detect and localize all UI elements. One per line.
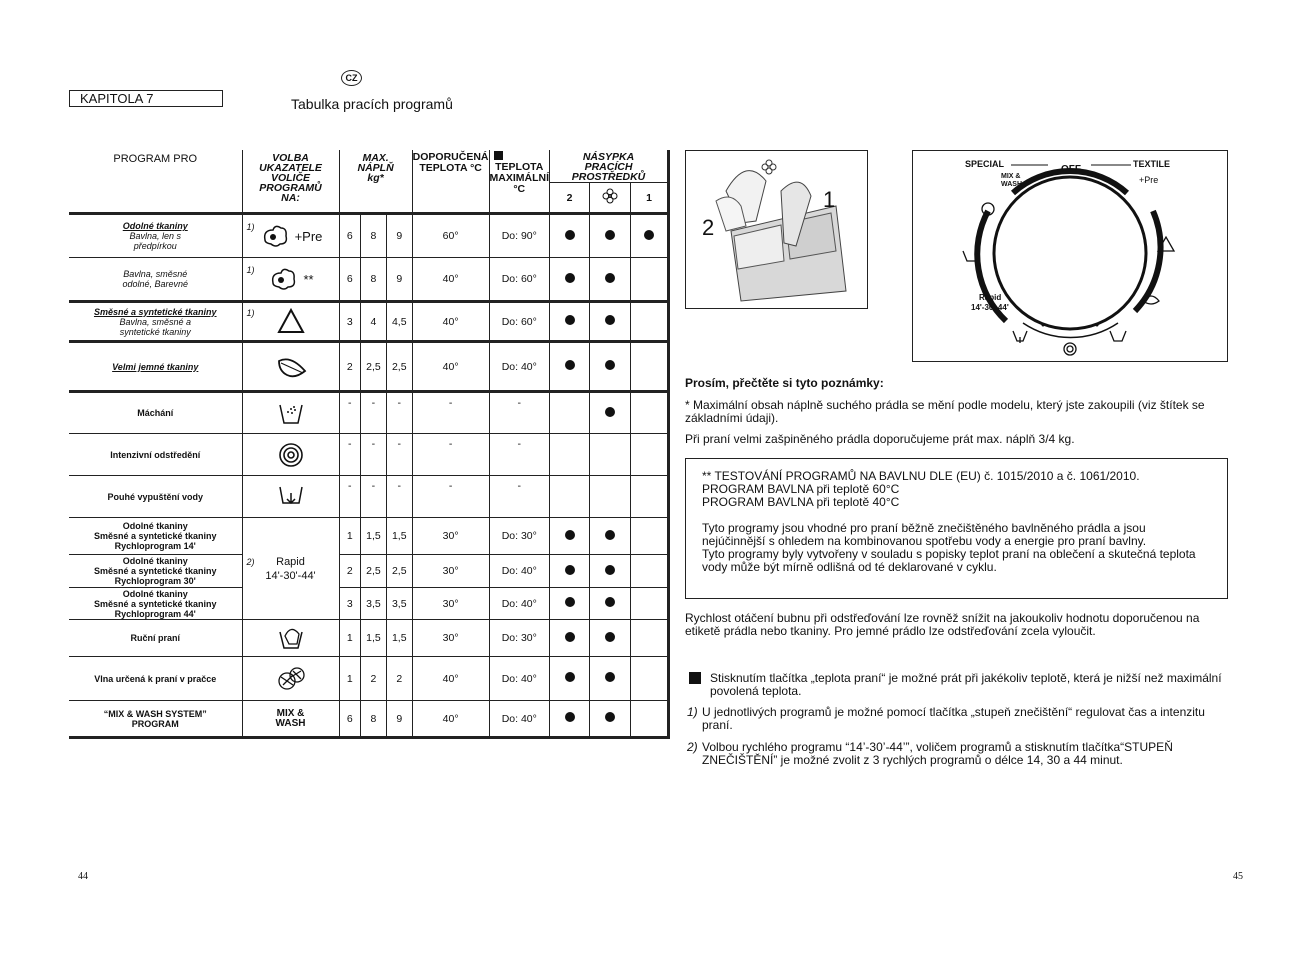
testing-note-line-2: PROGRAM BAVLNA při teplotě 60°C [702,482,900,496]
detergent-dot [605,360,615,370]
wool-icon [275,663,307,695]
table-row [69,620,669,657]
program-name-cell [69,392,242,434]
program-symbol-cell [242,701,339,738]
program-symbol-text: +Pre [294,228,323,244]
recommended-temp-cell: 40° [412,657,489,701]
max-load-cell: 6 [339,701,361,738]
program-subtitle: Bavlna, směsné odolné, Barevné [122,269,189,289]
max-load-cell: 1,5 [361,518,387,555]
max-temp-cell: Do: 30° [489,518,550,555]
note-paragraph-3: Rychlost otáčení bubnu při odstřeďování lze rovněž snížit na jakoukoliv hodnotu doporučenou na etiketě prádla nebo tkaniny. Pro jemné prádlo lze odstřeďování zcela vyloučit. [685,611,1200,638]
table-row [69,434,669,476]
compartment-2-label: 2 [550,183,590,214]
max-temp-cell: Do: 30° [489,620,550,657]
compartment-1-marker: 1 [823,187,836,212]
language-badge: CZ [341,70,362,86]
program-name: Vlna určená k praní v pračce [94,673,217,684]
max-load-cell: 2,5 [386,342,412,392]
table-row [69,588,669,620]
program-name: Velmi jemné tkaniny [112,361,199,372]
table-row [69,392,669,434]
program-name-cell [69,258,242,302]
table-row [69,302,669,342]
detergent-cell [631,434,669,476]
detergent-dot [565,632,575,642]
detergent-cell [631,476,669,518]
max-load-cell: 2 [339,342,361,392]
program-name-cell [69,342,242,392]
detergent-cell [550,588,590,620]
detergent-dot [565,672,575,682]
page-title: Tabulka pracích programů [291,96,453,112]
detergent-dot [565,712,575,722]
max-temp-cell: Do: 40° [489,657,550,701]
detergent-cell [590,476,631,518]
max-load-cell: - [386,476,412,518]
max-temp-cell: - [489,434,550,476]
detergent-dot [644,230,654,240]
dial-special-label: SPECIAL [965,159,1005,169]
detergent-cell [590,518,631,555]
program-symbol-cell [242,392,339,434]
dial-off-label: OFF [1061,164,1081,175]
max-load-cell: 1 [339,518,361,555]
footnote-square: Stisknutím tlačítka „teplota praní“ je možné prát při jakékoliv teplotě, která je nižší než maximální povolená teplota. [685,672,1230,698]
synthetic-icon [275,306,307,338]
recommended-temp-cell: 40° [412,302,489,342]
footnote-mark: 1) [246,265,255,275]
temp-square-icon [689,672,701,684]
max-load-cell: 3 [339,588,361,620]
max-load-cell: 1,5 [361,620,387,657]
header-recommended-temp: DOPORUČENÁ TEPLOTA °C [412,150,489,214]
detergent-dot [605,407,615,417]
program-name-cell [69,214,242,258]
recommended-temp-cell: 30° [412,518,489,555]
testing-note-paragraph-3: Tyto programy byly vytvořeny v souladu s popisky teplot praní na oblečení a skutečná teplota vody může být mírně odlišná od té deklarované v cyklu. [702,547,1196,574]
detergent-cell [631,657,669,701]
testing-note-paragraph-2: Tyto programy jsou vhodné pro praní běžně znečištěného bavlněného prádla a jsou nejúčinnější s ohledem na kombinovanou spotřebu vody a energie pro praní bavlny. [702,521,1147,548]
program-dial-figure [912,150,1228,362]
max-load-cell: 8 [361,701,387,738]
compartment-flower-label [590,183,631,214]
recommended-temp-cell: 60° [412,214,489,258]
program-name-cell [69,701,242,738]
testing-note-line-1: ** TESTOVÁNÍ PROGRAMŮ NA BAVLNU DLE (EU) č. 1015/2010 a č. 1061/2010. [702,469,1140,483]
max-load-cell: 2 [361,657,387,701]
detergent-cell [631,342,669,392]
program-name: Odolné tkaniny Směsné a syntetické tkaniny Rychloprogram 14' [93,521,217,551]
detergent-dot [605,530,615,540]
footnote-1: 1) U jednotlivých programů je možné pomocí tlačítka „stupeň znečištění“ regulovat čas a intenzitu praní. [687,705,1205,732]
detergent-dot [565,597,575,607]
detergent-cell [590,302,631,342]
detergent-cell [550,620,590,657]
footnote-mark: 1) [246,307,255,318]
rinse-icon [275,397,307,429]
max-load-cell: 1 [339,657,361,701]
max-load-cell: 2,5 [386,555,412,588]
header-program: PROGRAM PRO [113,153,198,165]
note-paragraph-2: Při praní velmi zašpiněného prádla doporučujeme prát max. náplň 3/4 kg. [685,432,1075,446]
max-temp-cell: Do: 40° [489,588,550,620]
detergent-cell [550,258,590,302]
program-symbol-cell [242,258,339,302]
drain-icon [275,481,307,513]
program-symbol-cell [242,657,339,701]
program-name-cell [69,620,242,657]
header-detergent: NÁSYPKA PRACÍCH PROSTŘEDKŮ [550,150,669,183]
detergent-dot [605,230,615,240]
max-load-cell: 3 [339,302,361,342]
program-name: “MIX & WASH SYSTEM” PROGRAM [103,708,207,729]
header-max-temp: TEPLOTA MAXIMÁLNÍ °C [489,150,550,214]
max-load-cell: - [339,392,361,434]
detergent-cell [590,620,631,657]
max-load-cell: 3,5 [361,588,387,620]
detergent-cell [590,392,631,434]
max-temp-cell: Do: 40° [489,701,550,738]
recommended-temp-cell: 30° [412,588,489,620]
chapter-label: KAPITOLA 7 [69,90,223,107]
table-row [69,258,669,302]
detergent-dot [565,565,575,575]
detergent-dot [605,273,615,283]
recommended-temp-cell: - [412,476,489,518]
table-row [69,657,669,701]
cotton-icon [267,263,299,295]
max-load-cell: - [386,434,412,476]
table-row [69,701,669,738]
detergent-cell [550,657,590,701]
footnote-1-mark: 1) [687,705,698,719]
note-paragraph-1: * Maximální obsah náplně suchého prádla se mění podle modelu, který jste zakoupili (viz štítek se základními údaji). [685,398,1205,425]
max-load-cell: 4,5 [386,302,412,342]
detergent-cell [631,392,669,434]
max-temp-cell: Do: 90° [489,214,550,258]
table-row [69,214,669,258]
detergent-cell [631,302,669,342]
dial-textile-label: TEXTILE [1133,159,1171,169]
detergent-dot [605,712,615,722]
page-number-right: 45 [1233,871,1243,882]
detergent-dot [565,230,575,240]
detergent-cell [631,620,669,657]
recommended-temp-cell: - [412,392,489,434]
max-load-cell: - [339,476,361,518]
notes-title: Prosím, přečtěte si tyto poznámky: [685,376,884,390]
program-name-cell [69,657,242,701]
detergent-cell [550,434,590,476]
program-name: Odolné tkaniny [122,221,188,231]
handwash-icon [275,622,307,654]
max-load-cell: 6 [339,214,361,258]
detergent-cell [590,701,631,738]
program-name-cell [69,434,242,476]
program-name: Intenzivní odstředění [110,449,201,460]
page-number-left: 44 [78,871,88,882]
detergent-cell [590,657,631,701]
max-load-cell: 1 [339,620,361,657]
recommended-temp-cell: 30° [412,555,489,588]
detergent-dot [605,632,615,642]
detergent-cell [590,258,631,302]
footnote-mark: 1) [246,222,255,232]
detergent-drawer-figure [685,150,868,309]
detergent-cell [590,555,631,588]
max-load-cell: 1,5 [386,518,412,555]
max-load-cell: - [361,476,387,518]
testing-note-box [685,458,1228,599]
recommended-temp-cell: - [412,434,489,476]
recommended-temp-cell: 40° [412,342,489,392]
max-load-cell: 9 [386,258,412,302]
program-name: Ruční praní [130,633,180,643]
max-load-cell: - [361,434,387,476]
detergent-cell [590,214,631,258]
detergent-cell [550,518,590,555]
detergent-dot [565,530,575,540]
detergent-cell [631,214,669,258]
footnote-2-mark: 2) [687,740,698,754]
dial-rapid-times: 14'-30'-44' [971,303,1009,312]
max-load-cell: 6 [339,258,361,302]
detergent-cell [631,555,669,588]
detergent-dot [605,565,615,575]
max-load-cell: - [339,434,361,476]
program-name-cell [69,588,242,620]
max-temp-cell: Do: 40° [489,342,550,392]
table-row [69,555,669,588]
program-name: Odolné tkaniny Směsné a syntetické tkaniny Rychloprogram 44' [93,588,217,619]
max-load-cell: - [361,392,387,434]
detergent-cell [550,555,590,588]
compartment-1-label: 1 [631,183,669,214]
temp-square-icon [494,151,503,160]
program-symbol-cell [242,518,339,620]
max-load-cell: 8 [361,258,387,302]
max-load-cell: 3,5 [386,588,412,620]
program-symbol-cell [242,620,339,657]
max-load-cell: 4 [361,302,387,342]
max-load-cell: 1,5 [386,620,412,657]
program-name-cell [69,302,242,342]
detergent-cell [631,701,669,738]
spin-icon [275,439,307,471]
program-subtitle: Bavlna, len s předpírkou [129,231,182,251]
program-table [69,150,670,739]
max-load-cell: 2 [339,555,361,588]
flower-icon [602,188,618,204]
max-load-cell: 9 [386,701,412,738]
dial-rapid-label: Rapid [979,293,1002,302]
header-max-load: MAX. NÁPLŇ kg* [339,150,412,214]
detergent-cell [550,214,590,258]
max-load-cell: 2,5 [361,342,387,392]
max-temp-cell: Do: 60° [489,302,550,342]
detergent-cell [590,342,631,392]
testing-note-line-3: PROGRAM BAVLNA při teplotě 40°C [702,495,900,509]
program-name-cell [69,476,242,518]
max-load-cell: 2,5 [361,555,387,588]
program-symbol-text: ** [303,271,314,287]
cotton-prewash-icon [259,220,291,252]
table-row [69,476,669,518]
program-symbol-text: Rapid 14'-30'-44' [265,555,316,582]
program-symbol-cell [242,476,339,518]
program-symbol-cell [242,342,339,392]
detergent-dot [605,315,615,325]
recommended-temp-cell: 40° [412,258,489,302]
program-name: Směsné a syntetické tkaniny [93,306,217,317]
max-temp-cell: Do: 40° [489,555,550,588]
program-name: Odolné tkaniny Směsné a syntetické tkaniny Rychloprogram 30' [93,556,217,586]
detergent-cell [590,588,631,620]
max-temp-cell: - [489,476,550,518]
dial-illustration [913,151,1226,360]
max-load-cell: 2 [386,657,412,701]
detergent-cell [550,302,590,342]
program-subtitle: Bavlna, směsné a syntetické tkaniny [119,316,192,337]
detergent-cell [550,476,590,518]
detergent-dot [565,315,575,325]
max-load-cell: - [386,392,412,434]
table-header-row [69,150,669,183]
max-load-cell: 8 [361,214,387,258]
detergent-dot [605,672,615,682]
detergent-cell [590,434,631,476]
footnote-2: 2) Volbou rychlého programu “14’-30’-44’”, voličem programů a stisknutím tlačítka“STUPEŇ ZNEČIŠTĚNÍ” je možné zvolit z 3 rychlých programů o délce 14, 30 a 44 minut. [687,740,1173,767]
footnote-mark: 2) [246,556,255,567]
program-symbol-cell [242,214,339,258]
detergent-cell [550,392,590,434]
detergent-cell [631,258,669,302]
program-name: Máchání [137,408,174,418]
dial-pre-label: +Pre [1139,175,1159,185]
program-name: Pouhé vypuštění vody [107,491,204,502]
program-name-cell [69,518,242,555]
table-row [69,518,669,555]
recommended-temp-cell: 40° [412,701,489,738]
detergent-cell [631,518,669,555]
detergent-cell [631,588,669,620]
detergent-cell [550,342,590,392]
max-temp-cell: Do: 60° [489,258,550,302]
max-load-cell: 9 [386,214,412,258]
detergent-cell [550,701,590,738]
dial-mixwash-label: MIX & WASH [1001,173,1022,188]
delicate-icon [275,351,307,383]
detergent-dot [565,273,575,283]
compartment-2-marker: 2 [702,215,715,240]
detergent-dot [565,360,575,370]
program-symbol-cell [242,302,339,342]
recommended-temp-cell: 30° [412,620,489,657]
max-temp-cell: - [489,392,550,434]
header-selector: VOLBA UKAZATELE VOLIČE PROGRAMŮ NA: [242,150,339,214]
detergent-dot [605,597,615,607]
program-symbol-cell [242,434,339,476]
program-name-cell [69,555,242,588]
table-row [69,342,669,392]
program-symbol-text: MIX & WASH [275,707,306,729]
